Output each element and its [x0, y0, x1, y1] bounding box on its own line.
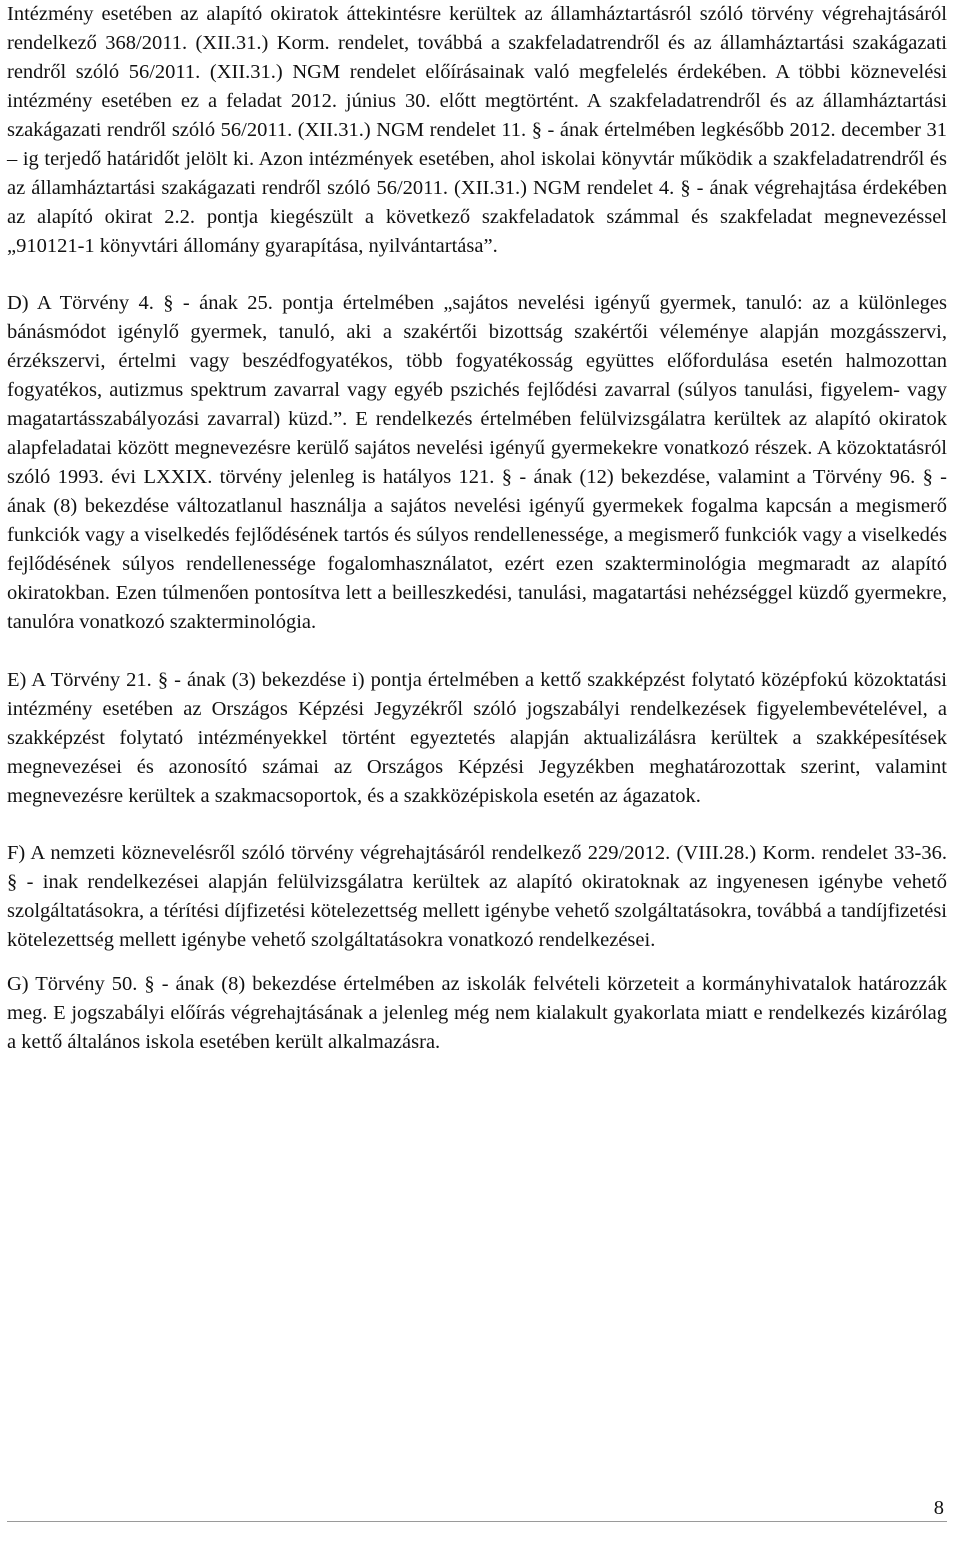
footer-divider	[7, 1521, 947, 1522]
document-page	[7, 0, 947, 1057]
paragraph-d: D) A Törvény 4. § - ának 25. pontja értelmében „sajátos nevelési igényű gyermek, tanuló: az a különleges bánásmódot igénylő gyermek, tanuló, aki a szakértői bizottság szakértői véleménye alapján mozgásszervi, érzékszervi, értelmi vagy beszédfogyatékos, több fogyatékosság együttes előfordulása esetén halmozottan fogyatékos, autizmus spektrum zavarral vagy egyéb pszichés fejlődési zavarral (súlyos tanulási, figyelem- vagy magatartásszabályozási zavarral) küzd.”. E rendelkezés értelmében felülvizsgálatra kerültek az alapító okiratok alapfeladatai között megnevezésre kerülő sajátos nevelési igényű gyermekekre vonatkozó részek. A közoktatásról szóló 1993. évi LXXIX. törvény jelenleg is hatályos 121. § - ának (12) bekezdése, valamint a Törvény 96. § - ának (8) bekezdése változatlanul használja a sajátos nevelési igényű gyermekek fogalma kapcsán a megismerő funkciók vagy a viselkedés fejlődésének tartós és súlyos rendellenessége, a megismerő funkciók vagy a viselkedés fejlődésének súlyos rendellenessége fogalomhasználatot, ezért ezen szakterminológia megmaradt az alapító okiratokban. Ezen túlmenően pontosítva lett a beilleszkedési, tanulási, magatartási nehézséggel küzdő gyermekre, tanulóra vonatkozó szakterminológia.	[7, 292, 947, 633]
paragraph-e: E) A Törvény 21. § - ának (3) bekezdése i) pontja értelmében a kettő szakképzést folytató középfokú közoktatási intézmény esetében az Országos Képzési Jegyzékről szóló jogszabályi rendelkezések figyelembevételével, a szakképzést folytató intézményekkel történt egyeztetés alapján aktualizálásra kerültek a szakképesítések megnevezései és azonosító számai az Országos Képzési Jegyzékben meghatározottak szerint, valamint megnevezésre kerültek a szakmacsoportok, és a szakközépiskola esetén az ágazatok.	[7, 669, 947, 807]
page-number: 8	[933, 1497, 944, 1519]
paragraph-f: F) A nemzeti köznevelésről szóló törvény végrehajtásáról rendelkező 229/2012. (VIII.28.) Korm. rendelet 33-36. § - inak rendelkezései alapján felülvizsgálatra kerültek az alapító okiratoknak az ingyenesen igénybe vehető szolgáltatásokra, a térítési díjfizetési kötelezettség mellett igénybe vehető szolgáltatásokra, továbbá a tandíjfizetési kötelezettség mellett igénybe vehető szolgáltatásokra vonatkozó rendelkezései.	[7, 842, 947, 951]
paragraph-g: G) Törvény 50. § - ának (8) bekezdése értelmében az iskolák felvételi körzeteit a kormányhivatalok határozzák meg. E jogszabályi előírás végrehajtásának a jelenleg még nem kialakult gyakorlata miatt e rendelkezés kizárólag a kettő általános iskola esetében került alkalmazásra.	[7, 973, 947, 1053]
paragraph-intro: Intézmény esetében az alapító okiratok áttekintésre kerültek az államháztartásról szóló törvény végrehajtásáról rendelkező 368/2011. (XII.31.) Korm. rendelet, továbbá a szakfeladatrendről és az államháztartási szakágazati rendről szóló 56/2011. (XII.31.) NGM rendelet előírásainak való megfelelés érdekében. A többi köznevelési intézmény esetében ez a feladat 2012. június 30. előtt megtörtént. A szakfeladatrendről és az államháztartási szakágazati rendről szóló 56/2011. (XII.31.) NGM rendelet 11. § - ának értelmében legkésőbb 2012. december 31 – ig terjedő határidőt jelölt ki. Azon intézmények esetében, ahol iskolai könyvtár működik a szakfeladatrendről és az államháztartási szakágazati rendről szóló 56/2011. (XII.31.) NGM rendelet 4. § - ának végrehajtása érdekében az alapító okirat 2.2. pontja kiegészült a következő szakfeladatok számmal és szakfeladat megnevezéssel „910121-1 könyvtári állomány gyarapítása, nyilvántartása”.	[7, 3, 947, 257]
